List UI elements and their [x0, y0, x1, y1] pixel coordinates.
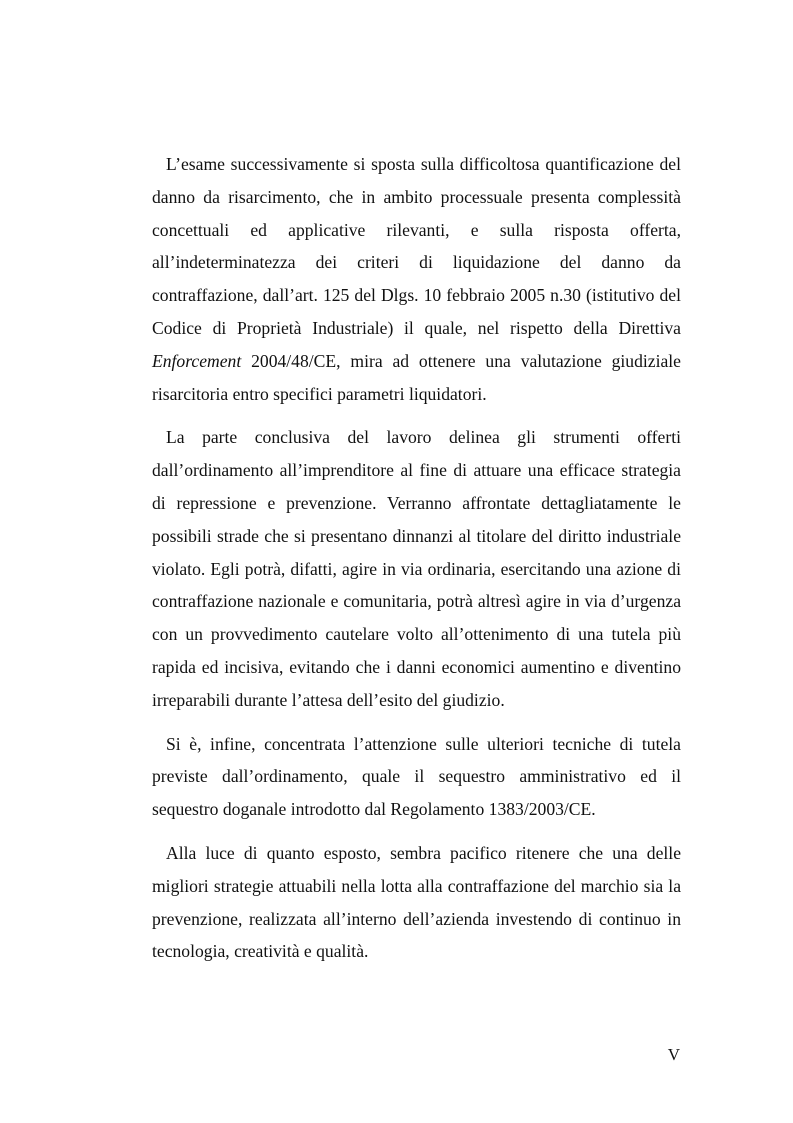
paragraph-1-text-end: 2004/48/CE, mira ad ottenere una valutazione giudiziale risarcitoria entro specifici parametri liquidatori. — [152, 350, 681, 404]
paragraph-1 — [152, 148, 681, 410]
paragraph-1-italic-term: Enforcement — [152, 350, 242, 371]
paragraph-3: Si è, infine, concentrata l’attenzione sulle ulteriori tecniche di tutela previste dall’ordinamento, quale il sequestro amministrativo ed il sequestro doganale introdotto dal Regolamento 1383/2003/CE. — [152, 733, 681, 820]
page-number: V — [667, 1045, 680, 1064]
paragraph-2: La parte conclusiva del lavoro delinea gli strumenti offerti dall’ordinamento all’imprenditore al fine di attuare una efficace strategia di repressione e prevenzione. Verranno affrontate dettagliatamente le possibili strade che si presentano dinnanzi al titolare del diritto industriale violato. Egli potrà, difatti, agire in via ordinaria, esercitando una azione di contraffazione nazionale e comunitaria, potrà altresì agire in via d’urgenza con un provvedimento cautelare volto all’ottenimento di una tutela più rapida ed incisiva, evitando che i danni economici aumentino e diventino irreparabili durante l’attesa dell’esito del giudizio. — [152, 427, 681, 710]
paragraph-1-text-start: L’esame successivamente si sposta sulla difficoltosa quantificazione del danno da risarcimento, che in ambito processuale presenta complessità concettuali ed applicative rilevanti, e sulla risposta offerta, all’indeterminatezza dei criteri di liquidazione del danno da contraffazione, dall’art. 125 del Dlgs. 10 febbraio 2005 n.30 (istitutivo del Codice di Proprietà Industriale) il quale, nel rispetto della Direttiva — [152, 154, 681, 338]
page-body — [152, 148, 681, 979]
paragraph-4: Alla luce di quanto esposto, sembra pacifico ritenere che una delle migliori strategie attuabili nella lotta alla contraffazione del marchio sia la prevenzione, realizzata all’interno dell’azienda investendo di continuo in tecnologia, creatività e qualità. — [152, 842, 681, 962]
